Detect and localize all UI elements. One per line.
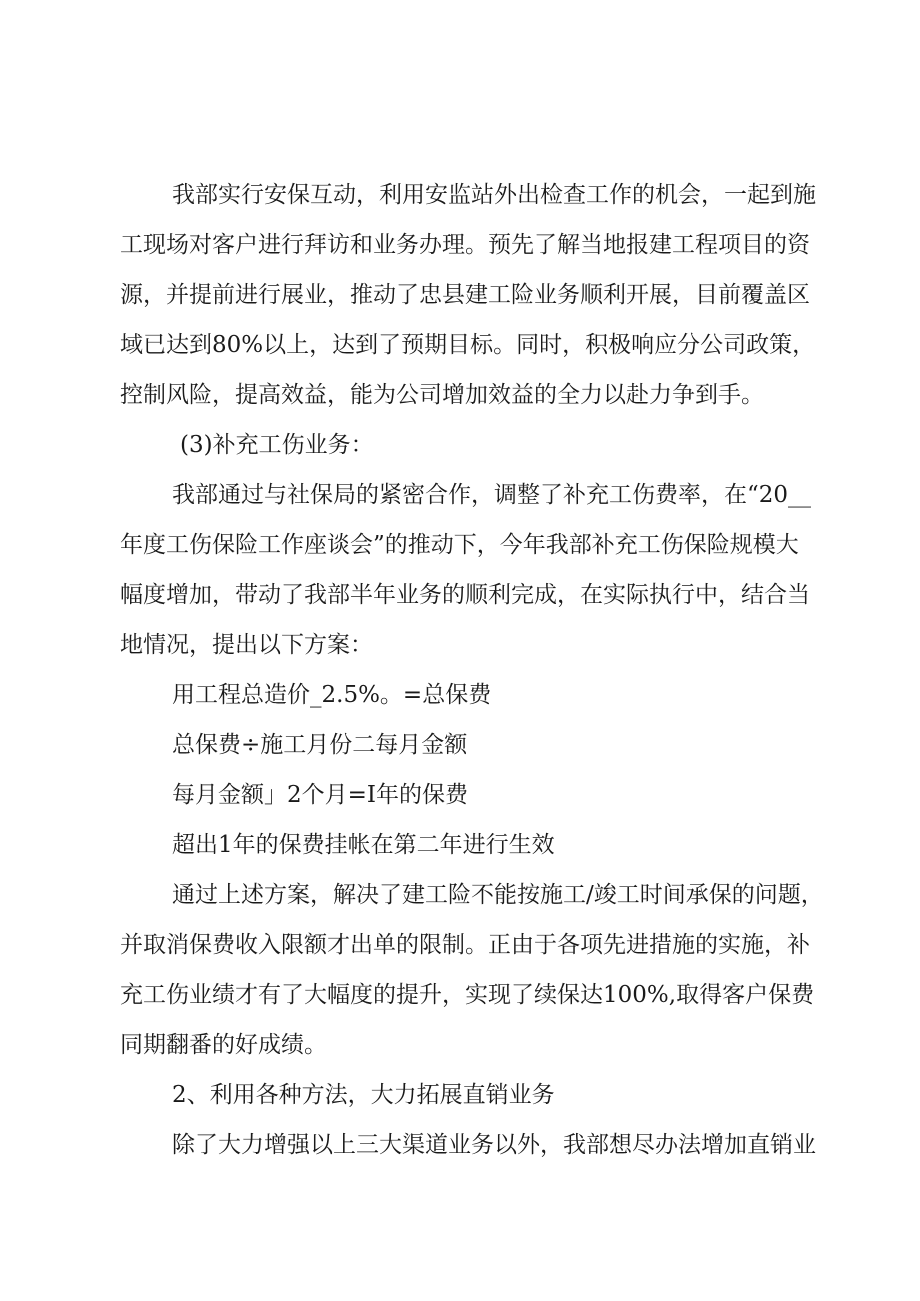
paragraph-line: 地情况，提出以下方案：	[120, 632, 373, 658]
formula-line: 用工程总造价_2.5%。=总保费	[172, 682, 492, 708]
section-heading: 2、利用各种方法，大力拓展直销业务	[172, 1082, 555, 1108]
paragraph-line: 充工伤业绩才有了大幅度的提升，实现了续保达100%,取得客户保费	[120, 982, 815, 1008]
paragraph-line: 年度工伤保险工作座谈会”的推动下，今年我部补充工伤保险规模大	[120, 532, 799, 558]
formula-line: 每月金额」2个月=I年的保费	[172, 782, 468, 808]
section-heading: (3)补充工伤业务：	[180, 432, 374, 458]
paragraph-line: 工现场对客户进行拜访和业务办理。预先了解当地报建工程项目的资	[120, 232, 810, 258]
paragraph-line: 控制风险，提高效益，能为公司增加效益的全力以赴力争到手。	[120, 382, 764, 408]
paragraph-line: 源，并提前进行展业，推动了忠县建工险业务顺利开展，目前覆盖区	[120, 282, 810, 308]
paragraph-line: 通过上述方案，解决了建工险不能按施工/竣工时间承保的问题，	[172, 882, 824, 908]
paragraph-line: 并取消保费收入限额才出单的限制。正由于各项先进措施的实施，补	[120, 932, 810, 958]
paragraph-line: 我部通过与社保局的紧密合作，调整了补充工伤费率，在“20__	[172, 482, 812, 508]
paragraph-line: 除了大力增强以上三大渠道业务以外，我部想尽办法增加直销业	[172, 1132, 816, 1158]
paragraph-line: 幅度增加，带动了我部半年业务的顺利完成，在实际执行中，结合当	[120, 582, 810, 608]
formula-line: 总保费÷施工月份二每月金额	[172, 732, 468, 758]
formula-line: 超出1年的保费挂帐在第二年进行生效	[172, 832, 555, 858]
paragraph-line: 域已达到80%以上，达到了预期目标。同时，积极响应分公司政策，	[120, 332, 816, 358]
paragraph-line: 我部实行安保互动，利用安监站外出检查工作的机会，一起到施	[172, 182, 816, 208]
paragraph-line: 同期翻番的好成绩。	[120, 1032, 327, 1058]
